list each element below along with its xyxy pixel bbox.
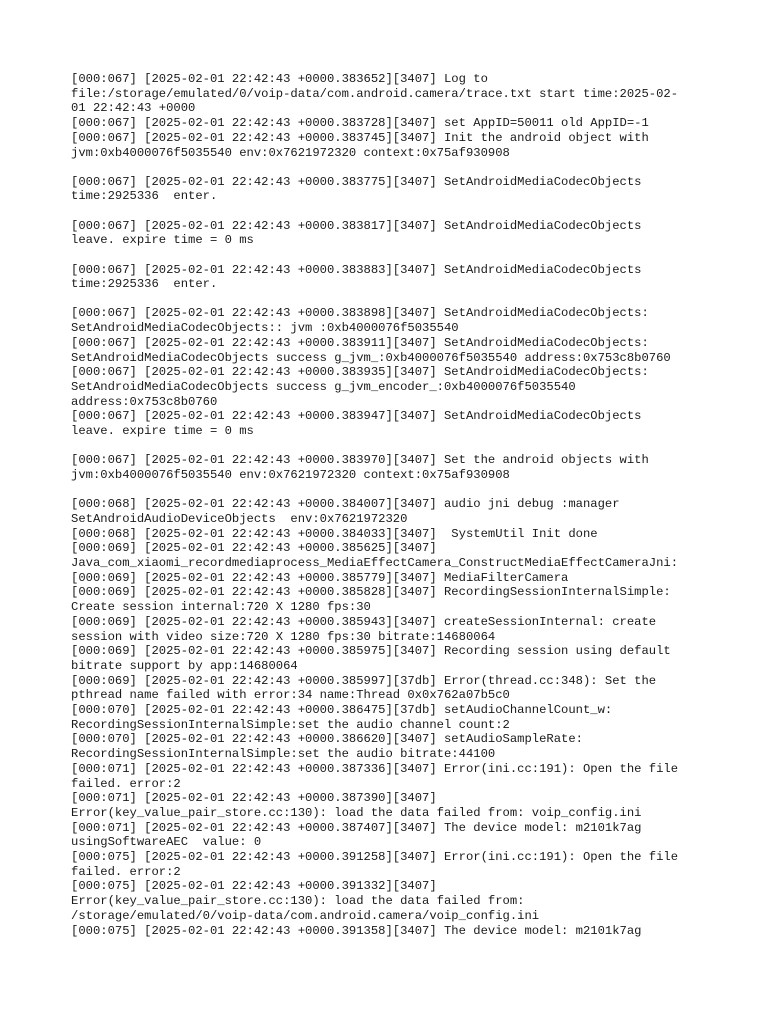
log-line: [000:067] [2025-02-01 22:42:43 +0000.383947][3407] SetAndroidMediaCodecObjects (71, 409, 642, 424)
log-line: jvm:0xb4000076f5035540 env:0x7621972320 context:0x75af930908 (71, 467, 510, 482)
log-line: bitrate support by app:14680064 (71, 658, 298, 673)
log-line: Create session internal:720 X 1280 fps:30 (71, 600, 371, 615)
log-line: [000:071] [2025-02-01 22:42:43 +0000.387390][3407] (71, 791, 437, 806)
log-line: SetAndroidMediaCodecObjects success g_jvm_:0xb4000076f5035540 address:0x753c8b0760 (71, 350, 671, 365)
log-line: [000:069] [2025-02-01 22:42:43 +0000.385779][3407] MediaFilterCamera (71, 570, 569, 585)
log-line: [000:067] [2025-02-01 22:42:43 +0000.383728][3407] set AppID=50011 old AppID=-1 (71, 116, 649, 131)
log-line: leave. expire time = 0 ms (71, 233, 254, 248)
log-line: SetAndroidAudioDeviceObjects env:0x7621972320 (71, 511, 408, 526)
log-line: [000:071] [2025-02-01 22:42:43 +0000.387407][3407] The device model: m2101k7ag (71, 820, 642, 835)
log-line: [000:069] [2025-02-01 22:42:43 +0000.385625][3407] (71, 541, 437, 556)
log-line: [000:067] [2025-02-01 22:42:43 +0000.383775][3407] SetAndroidMediaCodecObjects (71, 174, 642, 189)
log-line: Error(key_value_pair_store.cc:130): load the data failed from: (71, 894, 525, 909)
log-line: [000:069] [2025-02-01 22:42:43 +0000.385828][3407] RecordingSessionInternalSimple: (71, 585, 671, 600)
log-line: [000:069] [2025-02-01 22:42:43 +0000.385997][37db] Error(thread.cc:348): Set the (71, 673, 657, 688)
log-line: RecordingSessionInternalSimple:set the audio channel count:2 (71, 717, 510, 732)
log-line: [000:067] [2025-02-01 22:42:43 +0000.383883][3407] SetAndroidMediaCodecObjects (71, 262, 642, 277)
log-line: address:0x753c8b0760 (71, 394, 218, 409)
log-line: [000:069] [2025-02-01 22:42:43 +0000.385975][3407] Recording session using default (71, 644, 671, 659)
log-line: [000:068] [2025-02-01 22:42:43 +0000.384007][3407] audio jni debug :manager (71, 497, 620, 512)
log-line: SetAndroidMediaCodecObjects success g_jvm_encoder_:0xb4000076f5035540 (71, 379, 576, 394)
log-line: [000:075] [2025-02-01 22:42:43 +0000.391258][3407] Error(ini.cc:191): Open the file (71, 850, 679, 865)
log-line: RecordingSessionInternalSimple:set the audio bitrate:44100 (71, 747, 496, 762)
log-line: [000:067] [2025-02-01 22:42:43 +0000.383898][3407] SetAndroidMediaCodecObjects: (71, 306, 649, 321)
log-line: [000:067] [2025-02-01 22:42:43 +0000.383935][3407] SetAndroidMediaCodecObjects: (71, 365, 649, 380)
log-line: [000:075] [2025-02-01 22:42:43 +0000.391358][3407] The device model: m2101k7ag (71, 923, 642, 938)
log-line: failed. error:2 (71, 776, 181, 791)
log-line: [000:070] [2025-02-01 22:42:43 +0000.386475][37db] setAudioChannelCount_w: (71, 703, 613, 718)
log-line: time:2925336 enter. (71, 277, 218, 292)
log-line: Java_com_xiaomi_recordmediaprocess_MediaEffectCamera_ConstructMediaEffectCameraJni: (71, 555, 679, 570)
log-line: [000:071] [2025-02-01 22:42:43 +0000.387336][3407] Error(ini.cc:191): Open the file (71, 761, 679, 776)
log-line: 01 22:42:43 +0000 (71, 101, 196, 116)
log-line: pthread name failed with error:34 name:Thread 0x0x762a07b5c0 (71, 688, 510, 703)
log-line: [000:067] [2025-02-01 22:42:43 +0000.383652][3407] Log to (71, 72, 488, 86)
log-line: jvm:0xb4000076f5035540 env:0x7621972320 context:0x75af930908 (71, 145, 510, 160)
log-line: Error(key_value_pair_store.cc:130): load the data failed from: voip_config.ini (71, 805, 642, 820)
log-line: [000:075] [2025-02-01 22:42:43 +0000.391332][3407] (71, 879, 437, 894)
log-line: leave. expire time = 0 ms (71, 424, 254, 439)
log-line: [000:067] [2025-02-01 22:42:43 +0000.383817][3407] SetAndroidMediaCodecObjects (71, 218, 642, 233)
log-line: [000:067] [2025-02-01 22:42:43 +0000.383745][3407] Init the android object with (71, 130, 649, 145)
log-line: file:/storage/emulated/0/voip-data/com.android.camera/trace.txt start time:2025-02- (71, 86, 679, 101)
log-document (71, 72, 751, 938)
log-line: [000:069] [2025-02-01 22:42:43 +0000.385943][3407] createSessionInternal: create (71, 614, 657, 629)
log-line: usingSoftwareAEC value: 0 (71, 835, 262, 850)
log-line: session with video size:720 X 1280 fps:30 bitrate:14680064 (71, 629, 496, 644)
log-line: [000:067] [2025-02-01 22:42:43 +0000.383970][3407] Set the android objects with (71, 453, 649, 468)
log-line: [000:067] [2025-02-01 22:42:43 +0000.383911][3407] SetAndroidMediaCodecObjects: (71, 335, 649, 350)
log-line: [000:068] [2025-02-01 22:42:43 +0000.384033][3407] SystemUtil Init done (71, 526, 598, 541)
log-line: time:2925336 enter. (71, 189, 218, 204)
log-line: failed. error:2 (71, 864, 181, 879)
log-line: [000:070] [2025-02-01 22:42:43 +0000.386620][3407] setAudioSampleRate: (71, 732, 583, 747)
log-line: /storage/emulated/0/voip-data/com.android.camera/voip_config.ini (71, 908, 540, 923)
log-line: SetAndroidMediaCodecObjects:: jvm :0xb4000076f5035540 (71, 321, 459, 336)
